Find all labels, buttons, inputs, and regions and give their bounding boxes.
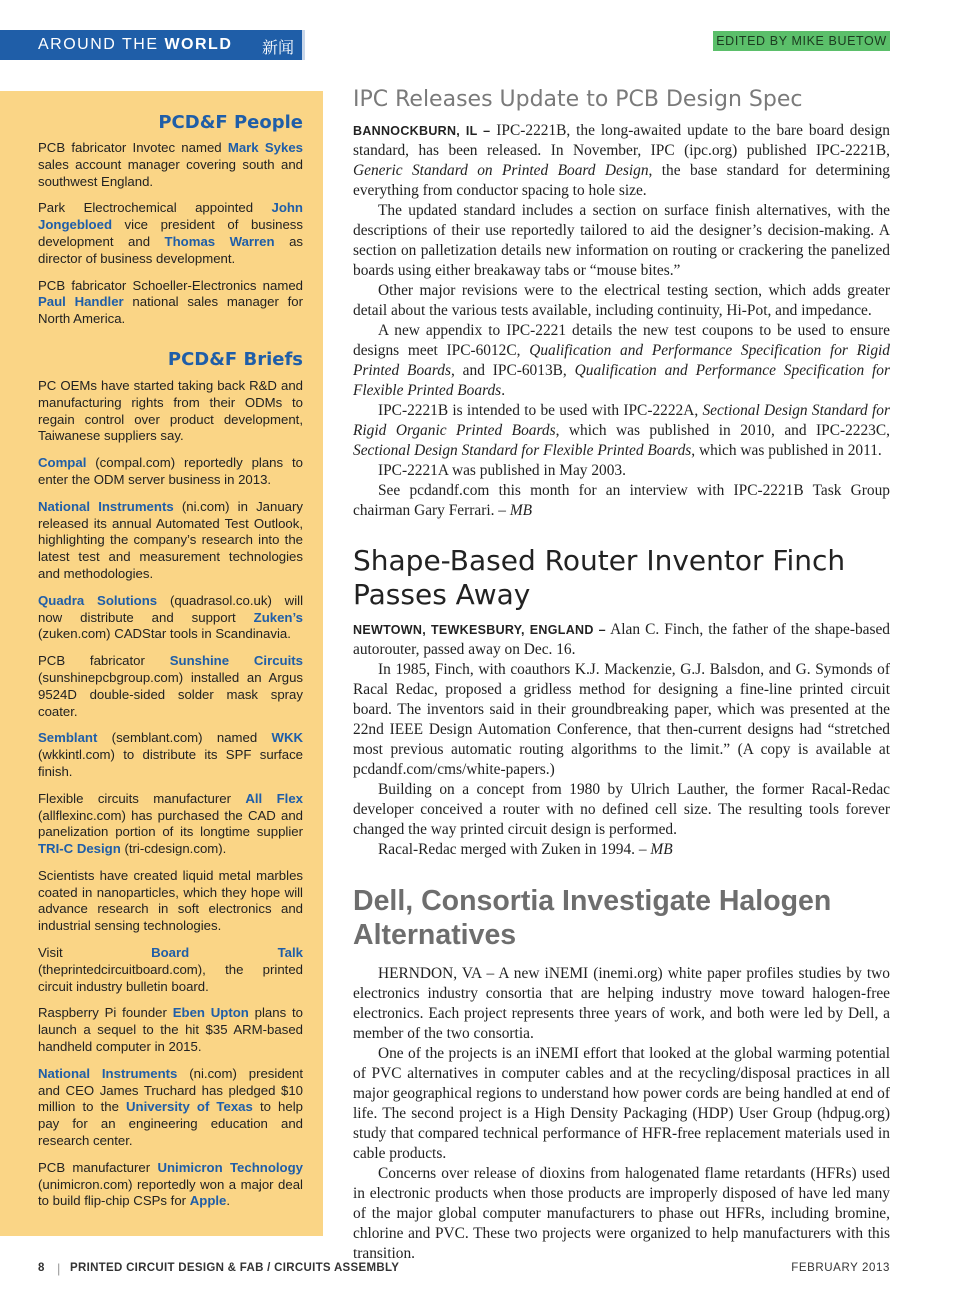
people-heading: PCD&F People xyxy=(158,112,303,133)
brief-item: Raspberry Pi founder Eben Upton plans to launch a sequel to the hit $35 ARM-based handheld computer in 2015. xyxy=(38,1005,303,1055)
people-item: PCB fabricator Invotec named Mark Sykes sales account manager covering south and southwest England. xyxy=(38,140,303,189)
article-paragraph: The updated standard includes a section on surface finish alternatives, with the descriptions of their use reportedly tailored to aid the designer’s decision-making. A section on palletization details new information on routing or crackering the panelized boards using either breakaway tabs or “mouse bites.” xyxy=(353,202,890,279)
footer-separator: | xyxy=(57,1261,61,1276)
article-paragraph: Building on a concept from 1980 by Ulrich Lauther, the former Racal-Redac developer conceived a router with no defined cell size. The resulting tools forever changed the way printed circuit design is performed. xyxy=(353,781,890,838)
company-link: University of Texas xyxy=(126,1099,253,1115)
article-paragraph: Concerns over release of dioxins from halogenated flame retardants (HFRs) used in electronic products when those products are improperly disposed of have led many of the major global computer manufacturers to phase out HFRs, including bromine, chlorine and PVC. These two projects were organized to help manufacturers with this transition. xyxy=(353,1165,890,1262)
company-link: Sunshine Circuits xyxy=(169,653,303,669)
article-paragraph: IPC-2221A was published in May 2003. xyxy=(378,462,626,479)
company-link: Unimicron Technology xyxy=(157,1159,303,1175)
brief-item: PC OEMs have started taking back R&D and manufacturing rights from their ODMs to regain control over product development, Taiwanese suppliers say. xyxy=(38,377,303,444)
article-paragraph: A new appendix to IPC-2221 details the new test coupons to be used to ensure designs meet IPC-6012C, Qualification and Performance Specification for Rigid Printed Boards, and IPC-6013B, Qualification and Performance Specification for Flexible Printed Boards. xyxy=(353,322,890,399)
article-paragraph: See pcdandf.com this month for an interview with IPC-2221B Task Group chairman Gary Ferrari. – MB xyxy=(353,482,890,519)
section-title-world: WORLD xyxy=(164,36,233,53)
magazine-name: PRINTED CIRCUIT DESIGN & FAB / CIRCUITS ASSEMBLY xyxy=(70,1262,400,1274)
page-number: 8 xyxy=(38,1262,45,1274)
company-link: All Flex xyxy=(245,790,303,806)
company-link: Compal xyxy=(38,455,87,471)
brief-item: Quadra Solutions (quadrasol.co.uk) will now distribute and support Zuken’s (zuken.com) CADStar tools in Scandinavia. xyxy=(38,592,303,642)
author-signature: MB xyxy=(650,841,673,858)
news-sidebar xyxy=(0,91,323,1236)
brief-item: Scientists have created liquid metal marbles coated in nanoparticles, which they hope will advance research in soft electronics and industrial sensing technologies. xyxy=(38,867,303,934)
dateline: BANNOCKBURN, IL – xyxy=(353,124,491,138)
company-link: National Instruments xyxy=(38,1065,178,1081)
article-paragraph: In 1985, Finch, with coauthors K.J. Mackenzie, G.J. Balsdon, and G. Symonds of Racal Redac, proposed a gridless method for designing a fine-line printed circuit board. The inventors said in their groundbreaking paper, which was presented at the 22nd IEEE Design Automation Conference, that then-current designs had “stretched most previous automatic routing algorithms to the limit.” (A copy is available at pcdandf.com/cms/white-papers.) xyxy=(353,661,890,778)
brief-item: PCB manufacturer Unimicron Technology (unimicron.com) reportedly won a major deal to build flip-chip CSPs for Apple. xyxy=(38,1159,303,1209)
article-ipc-title: IPC Releases Update to PCB Design Spec xyxy=(353,87,803,112)
company-link: Apple xyxy=(189,1193,227,1209)
page-footer xyxy=(38,1262,890,1278)
company-link: WKK xyxy=(271,730,303,746)
brief-item: PCB fabricator Sunshine Circuits (sunshinepcbgroup.com) installed an Argus 9524D double-sided solder mask spray coater. xyxy=(38,653,303,719)
article-dell-title: Dell, Consortia Investigate Halogen Alternatives xyxy=(353,885,832,951)
article-finch-title: Shape-Based Router Inventor Finch Passes Away xyxy=(353,544,846,611)
company-link: Semblant xyxy=(38,730,98,746)
brief-item: Flexible circuits manufacturer All Flex (allflexinc.com) has purchased the CAD and panelization portion of its longtime supplier TRI-C Design (tri-cdesign.com). xyxy=(38,790,303,857)
section-title-around: AROUND THE xyxy=(38,36,165,53)
brief-item: National Instruments (ni.com) president and CEO James Truchard has pledged $10 million to the University of Texas to help pay for an engineering education and research center. xyxy=(38,1065,303,1149)
article-paragraph: Other major revisions were to the electrical testing section, which adds greater detail about the various tests available, including continuity, Hi-Pot, and impedance. xyxy=(353,282,890,319)
section-header-band xyxy=(0,30,305,60)
company-link: Board Talk xyxy=(151,945,303,961)
article-paragraph: One of the projects is an iNEMI effort that looked at the global warming potential of PVC alternatives in computer cables and at the recycling/disposal practices in all major geographical regions to understand how power cords are being handled at end of life. The second project is a High Density Packaging (HDP) User Group (hdpug.org) study that compared technical performance of HFR-free replacement materials used in cable products. xyxy=(353,1045,890,1162)
person-link: Mark Sykes xyxy=(227,140,303,155)
author-signature: MB xyxy=(509,502,533,519)
brief-item: Semblant (semblant.com) named WKK (wkkintl.com) to distribute its SPF surface finish. xyxy=(38,730,303,779)
briefs-heading: PCD&F Briefs xyxy=(167,348,303,370)
brief-item: Compal (compal.com) reportedly plans to enter the ODM server business in 2013. xyxy=(38,455,303,487)
main-column xyxy=(353,82,890,1264)
editor-credit-badge: EDITED BY MIKE BUETOW xyxy=(713,31,890,51)
person-link: Thomas Warren xyxy=(164,233,275,249)
brief-item: National Instruments (ni.com) in January released its annual Automated Test Outlook, highlighting the company’s research into the latest test and measurement technologies and methodologies. xyxy=(38,498,303,581)
section-title xyxy=(38,36,232,54)
people-item: Park Electrochemical appointed John Jongebloed vice president of business development and Thomas Warren as director of business development. xyxy=(38,200,304,266)
people-item: PCB fabricator Schoeller-Electronics named Paul Handler national sales manager for North America. xyxy=(38,277,303,327)
article-paragraph: Racal-Redac merged with Zuken in 1994. – MB xyxy=(378,841,673,858)
company-link: TRI-C Design xyxy=(38,841,121,857)
article-paragraph: NEWTOWN, TEWKESBURY, ENGLAND – Alan C. Finch, the father of the shape-based autorouter, passed away on Dec. 16. xyxy=(353,621,890,658)
person-link: John Jongebloed xyxy=(38,200,303,233)
dateline: NEWTOWN, TEWKESBURY, ENGLAND – xyxy=(353,623,606,637)
article-paragraph: BANNOCKBURN, IL – IPC-2221B, the long-awaited update to the bare board design standard, has been released. In November, IPC (ipc.org) published IPC-2221B, Generic Standard on Printed Board Design, the base standard for determining everything from conductor spacing to hole size. xyxy=(353,122,890,199)
person-link: Paul Handler xyxy=(38,294,124,310)
person-link: Eben Upton xyxy=(172,1005,249,1021)
issue-date: FEBRUARY 2013 xyxy=(791,1262,890,1274)
article-paragraph: HERNDON, VA – A new iNEMI (inemi.org) white paper profiles studies by two electronics industry consortia that are helping industry move toward halogen-free electronics. Each project represents three years of work, and both were led by Dell, a member of the two consortia. xyxy=(353,965,890,1042)
company-link: Quadra Solutions xyxy=(38,592,158,608)
brief-item: Visit Board Talk (theprintedcircuitboard.com), the printed circuit industry bulletin board. xyxy=(38,945,303,994)
article-paragraph: IPC-2221B is intended to be used with IPC-2222A, Sectional Design Standard for Rigid Organic Printed Boards, which was published in 2010, and IPC-2223C, Sectional Design Standard for Flexible Printed Boards, which was published in 2011. xyxy=(353,402,890,459)
section-title-chinese: 新闻 xyxy=(262,38,295,57)
company-link: National Instruments xyxy=(38,498,174,514)
company-link: Zuken’s xyxy=(253,609,303,625)
